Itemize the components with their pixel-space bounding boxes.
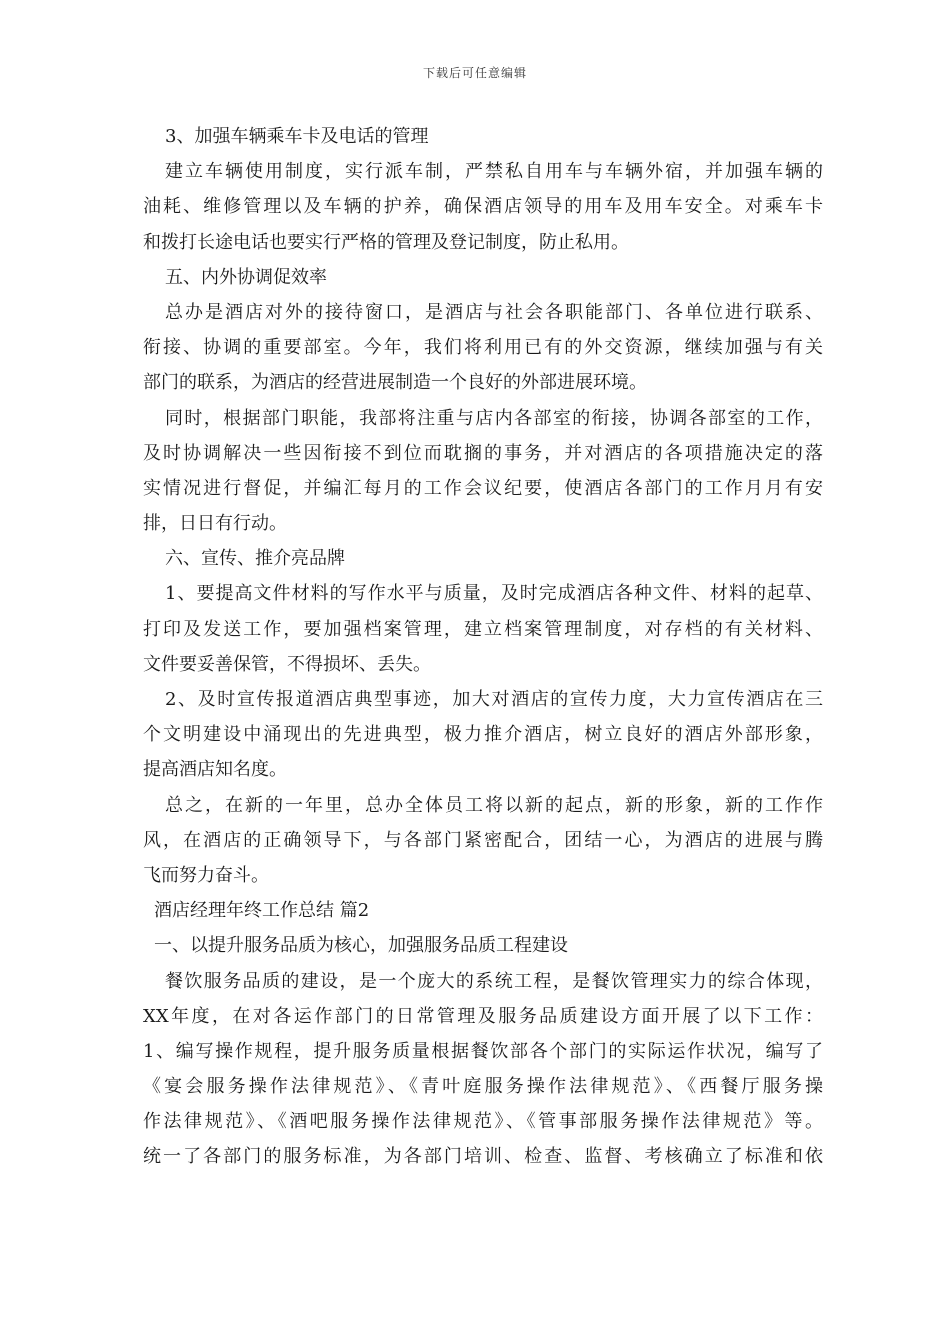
text-line: 统一了各部门的服务标准，为各部门培训、检查、监督、考核确立了标准和依 [143,1146,823,1168]
text-line: 酒店经理年终工作总结 篇2 [154,900,370,922]
text-line: 一、以提升服务品质为核心，加强服务品质工程建设 [154,935,568,957]
text-line: 文件要妥善保管，不得损坏、丢失。 [143,653,431,675]
text-line: 3、加强车辆乘车卡及电话的管理 [165,126,429,147]
text-line: 衔接、协调的重要部室。今年，我们将利用已有的外交资源，继续加强与有关 [143,337,823,359]
text-line: 五、内外协调促效率 [165,266,327,288]
text-line: 1、编写操作规程，提升服务质量根据餐饮部各个部门的实际运作状况，编写了 [143,1040,823,1062]
text-line: 油耗、维修管理以及车辆的护养，确保酒店领导的用车及用车安全。对乘车卡 [143,196,823,218]
text-line: 提高酒店知名度。 [143,759,287,781]
text-line: 风，在酒店的正确领导下，与各部门紧密配合，团结一心，为酒店的进展与腾 [143,829,823,851]
text-line: 同时，根据部门职能，我部将注重与店内各部室的衔接，协调各部室的工作， [165,407,823,429]
text-line: 部门的联系，为酒店的经营进展制造一个良好的外部进展环境。 [143,372,647,394]
page-header-note: 下载后可任意编辑 [422,66,527,80]
text-line: 排，日日有行动。 [143,513,287,535]
text-line: 六、宣传、推介亮品牌 [165,548,345,570]
text-line: 《宴会服务操作法律规范》、《青叶庭服务操作法律规范》、《西餐厅服务操 [143,1076,823,1098]
text-line: 总办是酒店对外的接待窗口，是酒店与社会各职能部门、各单位进行联系、 [165,301,823,323]
text-line: 餐饮服务品质的建设，是一个庞大的系统工程，是餐饮管理实力的综合体现， [165,970,823,992]
text-line: 飞而努力奋斗。 [143,864,269,886]
text-line: 实情况进行督促，并编汇每月的工作会议纪要，使酒店各部门的工作月月有安 [143,477,823,499]
text-line: 2、及时宣传报道酒店典型事迹，加大对酒店的宣传力度，大力宣传酒店在三 [165,689,823,710]
text-line: XX年度，在对各运作部门的日常管理及服务品质建设方面开展了以下工作： [143,1005,823,1027]
text-line: 及时协调解决一些因衔接不到位而耽搁的事务，并对酒店的各项措施决定的落 [143,442,823,464]
text-line: 打印及发送工作，要加强档案管理，建立档案管理制度，对存档的有关材料、 [143,618,823,640]
text-line: 和拨打长途电话也要实行严格的管理及登记制度，防止私用。 [143,231,629,253]
text-line: 建立车辆使用制度，实行派车制，严禁私自用车与车辆外宿，并加强车辆的 [165,161,823,183]
text-line: 1、要提高文件材料的写作水平与质量，及时完成酒店各种文件、材料的起草、 [165,583,823,605]
document-body [143,119,823,1175]
text-line: 个文明建设中涌现出的先进典型，极力推介酒店，树立良好的酒店外部形象， [143,724,823,746]
text-line: 总之，在新的一年里，总办全体员工将以新的起点，新的形象，新的工作作 [165,794,823,816]
text-line: 作法律规范》、《酒吧服务操作法律规范》、《管事部服务操作法律规范》等。 [143,1111,823,1133]
